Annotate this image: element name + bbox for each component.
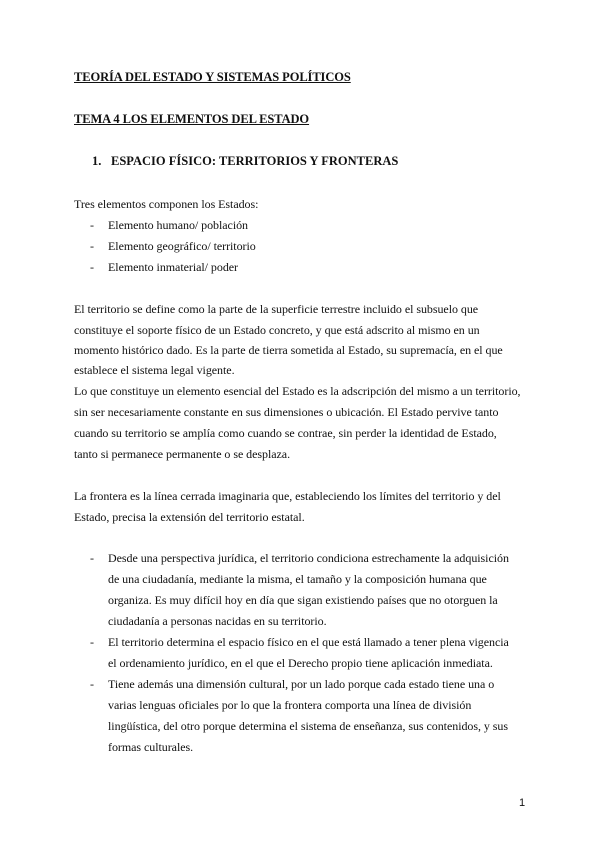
paragraph-line: Lo que constituye un elemento esencial del Estado es la adscripción del mismo a un territorio,	[74, 384, 521, 398]
list-dash: -	[90, 260, 94, 274]
bullet-line: de una ciudadanía, mediante la misma, el tamaño y la composición humana que	[108, 572, 487, 586]
paragraph-line: El territorio se define como la parte de la superficie terrestre incluido el subsuelo que	[74, 302, 479, 316]
intro-text: Tres elementos componen los Estados:	[74, 197, 259, 211]
bullet-line: Desde una perspectiva jurídica, el territorio condiciona estrechamente la adquisición	[108, 551, 509, 565]
section-title: ESPACIO FÍSICO: TERRITORIOS Y FRONTERAS	[111, 154, 399, 168]
list-item: Elemento inmaterial/ poder	[108, 260, 238, 274]
bullet-line: Tiene además una dimensión cultural, por un lado porque cada estado tiene una o	[108, 677, 495, 691]
paragraph-line: tanto si permanece permanente o se desplaza.	[74, 447, 291, 461]
section-number: 1.	[92, 154, 102, 168]
paragraph-line: momento histórico dado. Es la parte de tierra sometida al Estado, su supremacía, en el que	[74, 343, 503, 357]
list-item: Elemento humano/ población	[108, 218, 248, 232]
list-dash: -	[90, 635, 94, 649]
list-item: Elemento geográfico/ territorio	[108, 239, 256, 253]
bullet-line: El territorio determina el espacio físico en el que está llamado a tener plena vigencia	[108, 635, 509, 649]
bullet-line: varias lenguas oficiales por lo que la frontera comporta una línea de división	[108, 698, 472, 712]
paragraph-line: constituye el soporte físico de un Estado concreto, y que está adscrito al mismo en un	[74, 323, 480, 337]
topic-heading: TEMA 4 LOS ELEMENTOS DEL ESTADO	[74, 112, 310, 126]
bullet-line: el ordenamiento jurídico, en el que el Derecho propio tiene aplicación inmediata.	[108, 656, 493, 670]
list-dash: -	[90, 239, 94, 253]
list-dash: -	[90, 218, 94, 232]
bullet-line: lingüística, del otro porque determina el sistema de enseñanza, sus contenidos, y sus	[108, 719, 508, 733]
bullet-line: formas culturales.	[108, 740, 194, 754]
paragraph-line: sin ser necesariamente constante en sus dimensiones o ubicación. El Estado pervive tanto	[74, 405, 499, 419]
paragraph-line: Estado, precisa la extensión del territorio estatal.	[74, 510, 305, 524]
document-heading: TEORÍA DEL ESTADO Y SISTEMAS POLÍTICOS	[74, 70, 351, 84]
paragraph-line: establece el sistema legal vigente.	[74, 363, 235, 377]
bullet-line: ciudadanía a personas nacidas en su territorio.	[108, 614, 327, 628]
list-dash: -	[90, 677, 94, 691]
paragraph-line: cuando su territorio se amplía como cuando se contrae, sin perder la identidad de Estado,	[74, 426, 497, 440]
page-number: 1	[519, 797, 526, 809]
paragraph-line: La frontera es la línea cerrada imaginaria que, estableciendo los límites del territorio y del	[74, 489, 501, 503]
list-dash: -	[90, 551, 94, 565]
bullet-line: organiza. Es muy difícil hoy en día que sigan existiendo países que no otorguen la	[108, 593, 498, 607]
